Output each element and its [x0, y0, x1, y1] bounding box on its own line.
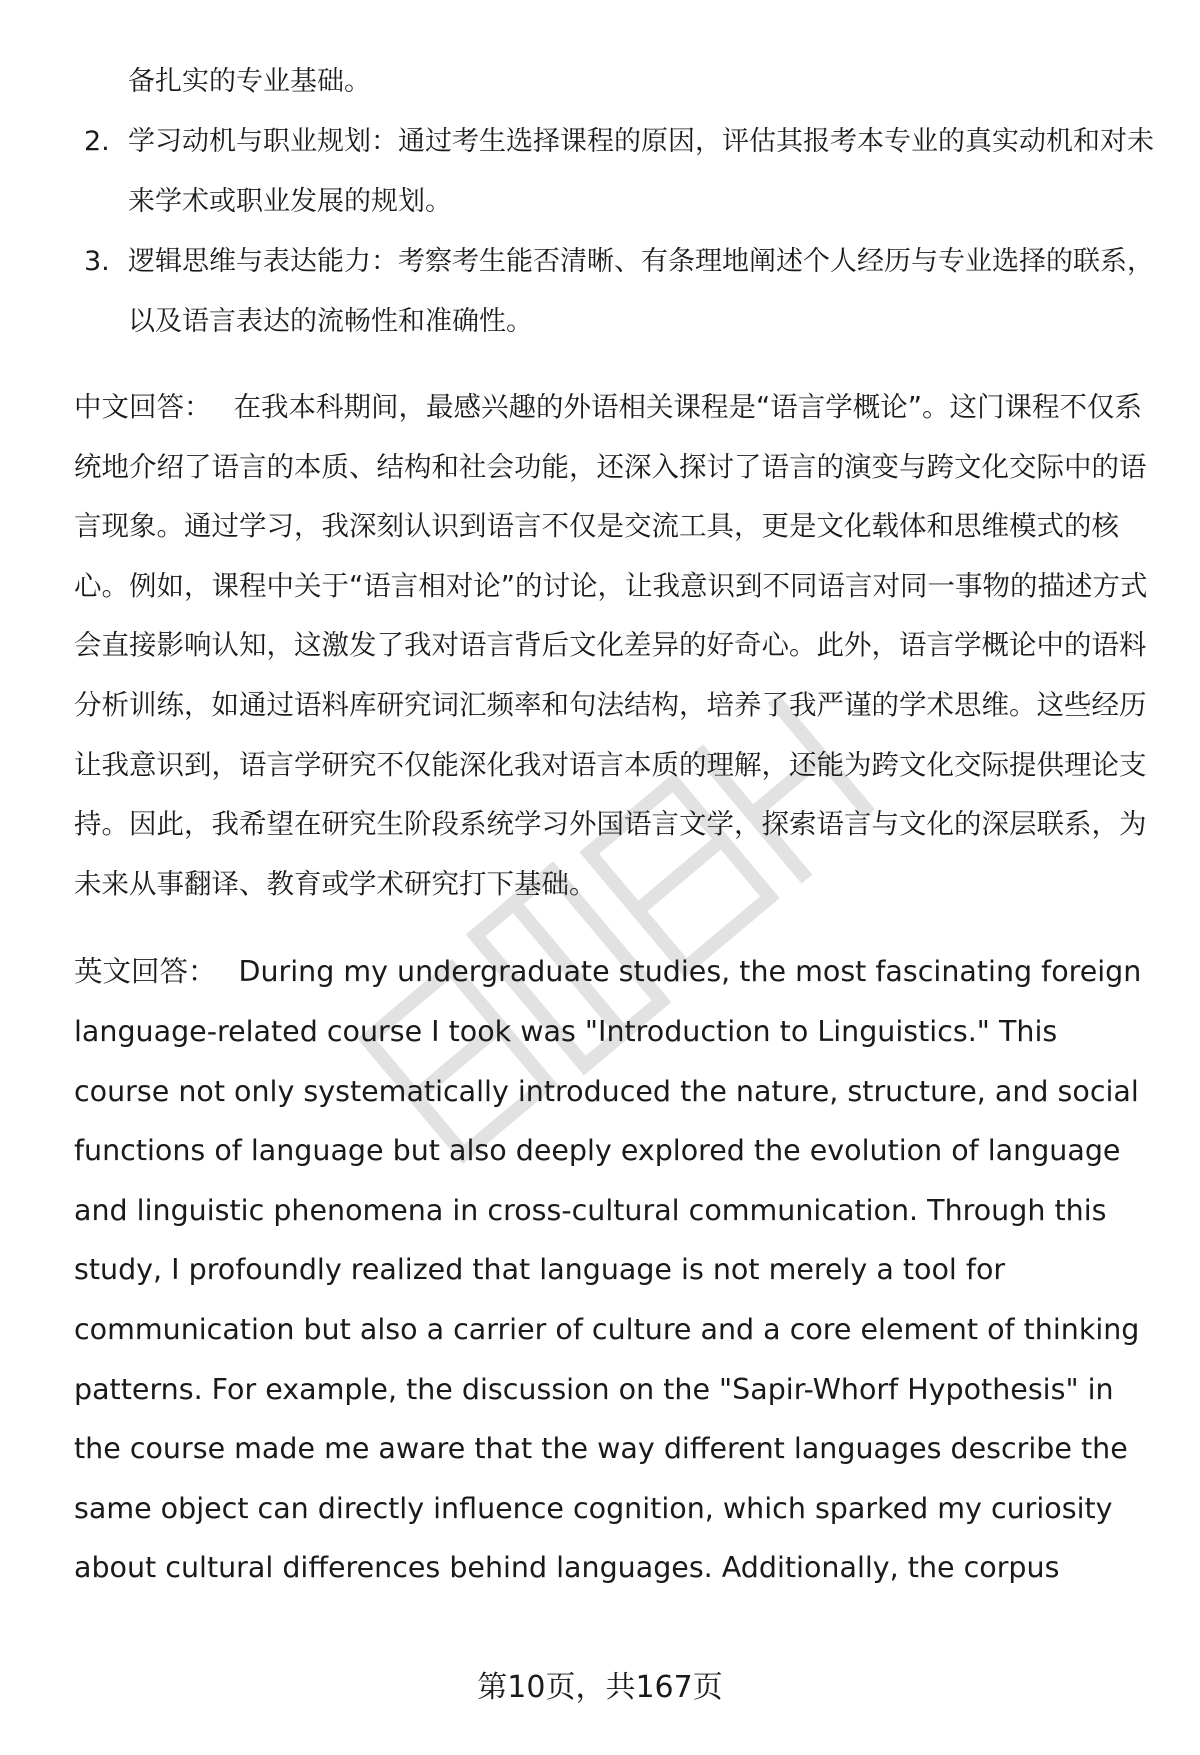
english-answer-text: During my undergraduate studies, the most fascinating foreign language-related course I took was "Introduction to Linguistics." This course not only systematically introduced the nature, structure, and social functions of language but also deeply explored the evolution of language and linguistic phenomena in cross-cultural communication. Through this study, I profoundly realized that language is not merely a tool for communication but also a carrier of culture and a core element of thinking patterns. For example, the discussion on the "Sapir-Whorf Hypothesis" in the course made me aware that the way different languages describe the same object can directly influence cognition, which sparked my curiosity about cultural differences behind languages. Additionally, the corpus [74, 955, 1142, 1585]
continued-text: 备扎实的专业基础。 [128, 66, 371, 97]
english-answer-paragraph [74, 942, 1154, 1598]
page-number-footer: 第10页，共167页 [477, 1670, 723, 1705]
page-content [74, 52, 1154, 1598]
list-item-text: 逻辑思维与表达能力：考察考生能否清晰、有条理地阐述个人经历与专业选择的联系，以及语言表达的流畅性和准确性。 [128, 246, 1154, 337]
list-item-number: 3. [84, 246, 110, 277]
english-answer-label: 英文回答： [74, 955, 217, 989]
chinese-answer-text: 在我本科期间，最感兴趣的外语相关课程是“语言学概论”。这门课程不仅系统地介绍了语言的本质、结构和社会功能，还深入探讨了语言的演变与跨文化交际中的语言现象。通过学习，我深刻认识到语言不仅是交流工具，更是文化载体和思维模式的核心。例如，课程中关于“语言相对论”的讨论，让我意识到不同语言对同一事物的描述方式会直接影响认知，这激发了我对语言背后文化差异的好奇心。此外，语言学概论中的语料分析训练，如通过语料库研究词汇频率和句法结构，培养了我严谨的学术思维。这些经历让我意识到，语言学研究不仅能深化我对语言本质的理解，还能为跨文化交际提供理论支持。因此，我希望在研究生阶段系统学习外国语言文学，探索语言与文化的深层联系，为未来从事翻译、教育或学术研究打下基础。 [74, 391, 1148, 900]
list-item-number: 2. [84, 126, 110, 157]
chinese-answer-label: 中文回答： [74, 391, 212, 423]
criteria-list [74, 112, 1154, 352]
list-item [74, 112, 1154, 232]
list-item-text: 学习动机与职业规划：通过考生选择课程的原因，评估其报考本专业的真实动机和对未来学术或职业发展的规划。 [128, 126, 1154, 217]
list-item [74, 232, 1154, 352]
chinese-answer-paragraph [74, 378, 1154, 914]
